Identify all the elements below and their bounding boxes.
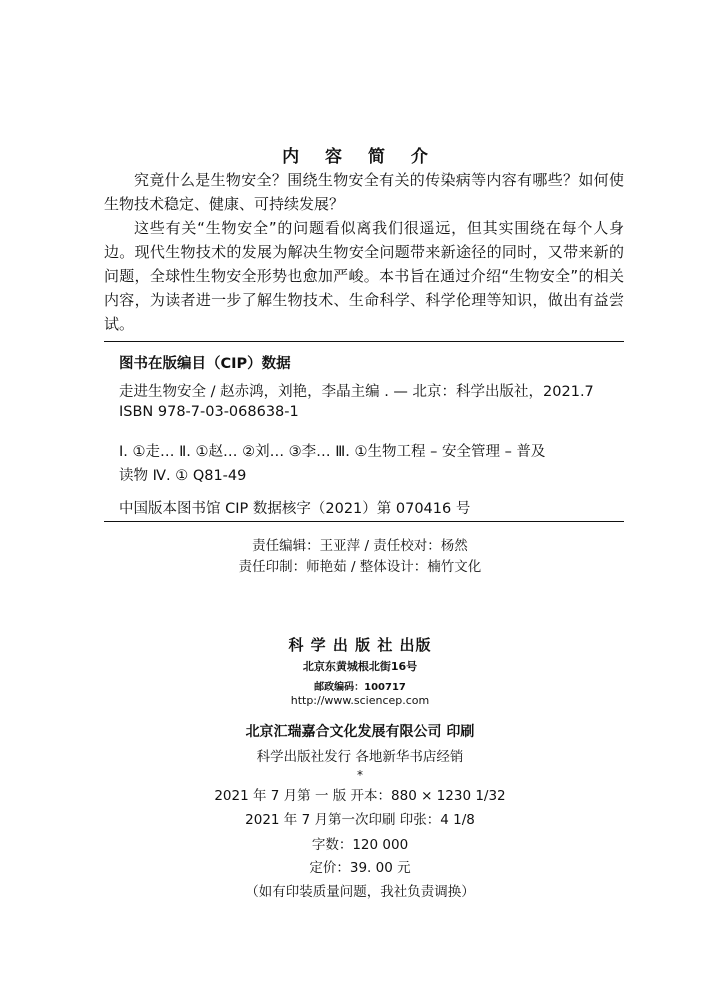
cip-isbn: ISBN 978-7-03-068638-1 [119, 404, 299, 420]
word-count: 字数：120 000 [311, 837, 409, 853]
printing-line: 2021 年 7 月第一次印刷 印张：4 1/8 [245, 812, 475, 828]
distribution-line: 科学出版社发行 各地新华书店经销 [256, 749, 464, 765]
cip-bottom-divider [104, 521, 624, 522]
summary-title: 内 容 简 介 [282, 147, 438, 167]
cip-top-divider [104, 341, 624, 342]
summary-paragraph-1: 究竟什么是生物安全？围绕生物安全有关的传染病等内容有哪些？如何使生物技术稳定、健康、可持续发展？ [104, 171, 624, 213]
publisher-address: 北京东黄城根北街16号 [302, 660, 418, 673]
cip-title: 图书在版编目（CIP）数据 [119, 356, 291, 372]
edition-line: 2021 年 7 月第 一 版 开本：880 × 1230 1/32 [214, 788, 506, 804]
cip-book-line: 走进生物安全 / 赵赤鸿，刘艳，李晶主编 . — 北京：科学出版社，2021.7 [119, 384, 594, 400]
separator-star: * [357, 768, 363, 782]
cip-verification: 中国版本图书馆 CIP 数据核字（2021）第 070416 号 [119, 501, 471, 517]
publisher-postcode: 邮政编码：100717 [314, 682, 406, 693]
publisher-name: 科 学 出 版 社 出版 [288, 636, 432, 654]
publisher-website: http://www.sciencep.com [290, 694, 430, 707]
printer-line: 北京汇瑞嘉合文化发展有限公司 印刷 [245, 724, 475, 740]
price: 定价：39. 00 元 [309, 860, 411, 876]
credits-line-2: 责任印制：师艳茹 / 整体设计：楠竹文化 [238, 559, 482, 575]
summary-body [104, 168, 624, 336]
cip-classification-line-1: Ⅰ. ①走… Ⅱ. ①赵… ②刘… ③李… Ⅲ. ①生物工程 – 安全管理 – 普及 [119, 444, 546, 460]
credits-line-1: 责任编辑：王亚萍 / 责任校对：杨然 [252, 538, 468, 554]
summary-paragraph-2: 这些有关“生物安全”的问题看似离我们很遥远，但其实围绕在每个人身边。现代生物技术的发展为解决生物安全问题带来新途径的同时，又带来新的问题，全球性生物安全形势也愈加严峻。本书旨在通过介绍“生物安全”的相关内容，为读者进一步了解生物技术、生命科学、科学伦理等知识，做出有益尝试。 [104, 219, 624, 333]
cip-classification-line-2: 读物 Ⅳ. ① Q81-49 [119, 468, 247, 484]
quality-notice: （如有印装质量问题，我社负责调换） [245, 884, 475, 900]
